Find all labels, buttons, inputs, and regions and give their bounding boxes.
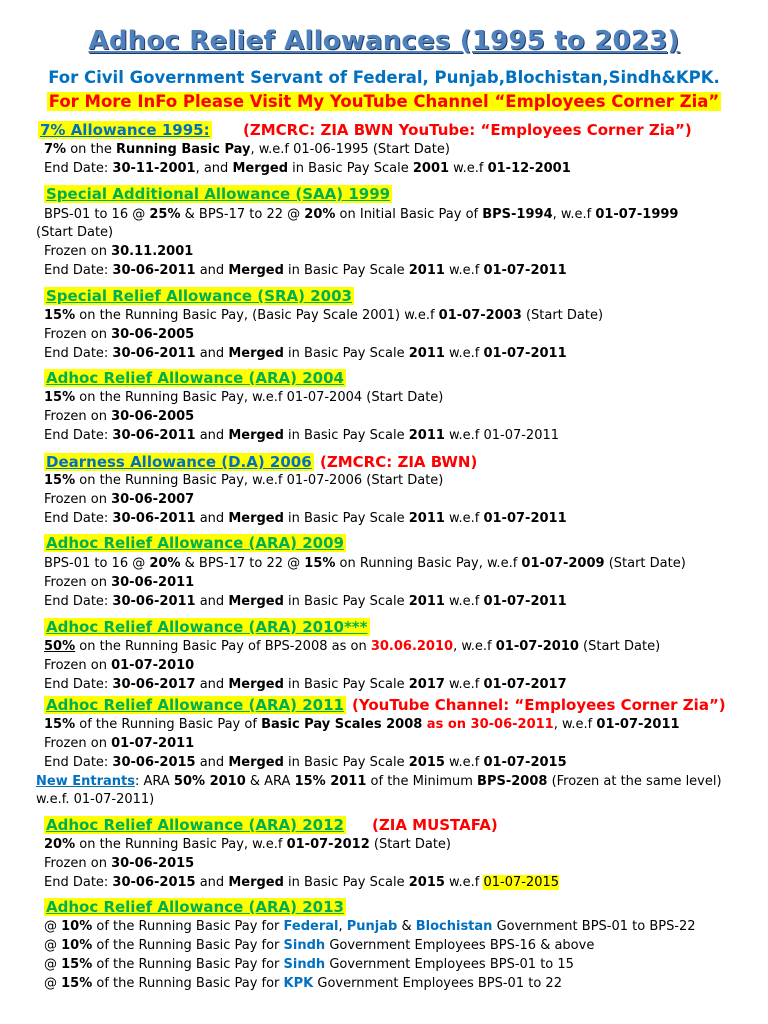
line-2012-end: End Date: 30-06-2015 and Merged in Basic Pay Scale 2015 w.e.f 01-07-2015 (44, 875, 560, 890)
line-2003-frozen: Frozen on 30-06-2005 (44, 327, 195, 342)
section-heading-ara-2010: Adhoc Relief Allowance (ARA) 2010*** (46, 618, 368, 636)
line-2012-frozen: Frozen on 30-06-2015 (44, 856, 195, 871)
line-2013-federal: @ 10% of the Running Basic Pay for Federal, Punjab & Blochistan Government BPS-01 to BPS-22 (44, 919, 696, 934)
line-2013-sindh-16: @ 10% of the Running Basic Pay for Sindh Government Employees BPS-16 & above (44, 938, 595, 953)
line-1995-start: 7% on the Running Basic Pay, w.e.f 01-06-1995 (Start Date) (44, 142, 450, 157)
line-1999-frozen: Frozen on 30.11.2001 (44, 244, 194, 259)
line-new-entrants: New Entrants: ARA 50% 2010 & ARA 15% 2011 of the Minimum BPS-2008 (Frozen at the same level) (36, 774, 722, 789)
new-entrants-link[interactable]: New Entrants (36, 774, 135, 789)
line-2013-sindh-01: @ 15% of the Running Basic Pay for Sindh Government Employees BPS-01 to 15 (44, 957, 574, 972)
section-heading-ara-2013: Adhoc Relief Allowance (ARA) 2013 (46, 898, 344, 916)
line-2009-rates: BPS-01 to 16 @ 20% & BPS-17 to 22 @ 15% on Running Basic Pay, w.e.f 01-07-2009 (Start Date) (44, 556, 686, 571)
section-note-2012: (ZIA MUSTAFA) (372, 816, 498, 834)
section-heading-ara-2004: Adhoc Relief Allowance (ARA) 2004 (46, 369, 344, 387)
line-2011-frozen: Frozen on 01-07-2011 (44, 736, 195, 751)
line-2011-end: End Date: 30-06-2015 and Merged in Basic Pay Scale 2015 w.e.f 01-07-2015 (44, 755, 567, 770)
line-2010-end: End Date: 30-06-2017 and Merged in Basic Pay Scale 2017 w.e.f 01-07-2017 (44, 677, 567, 692)
line-2012-start: 20% on the Running Basic Pay, w.e.f 01-07-2012 (Start Date) (44, 837, 451, 852)
line-2006-start: 15% on the Running Basic Pay, w.e.f 01-07-2006 (Start Date) (44, 473, 444, 488)
section-note-1995: (ZMCRC: ZIA BWN YouTube: “Employees Corner Zia”) (243, 121, 692, 139)
youtube-note-banner (0, 92, 768, 111)
line-2004-end: End Date: 30-06-2011 and Merged in Basic Pay Scale 2011 w.e.f 01-07-2011 (44, 428, 560, 443)
line-2010-frozen: Frozen on 01-07-2010 (44, 658, 195, 673)
line-1999-end: End Date: 30-06-2011 and Merged in Basic Pay Scale 2011 w.e.f 01-07-2011 (44, 263, 567, 278)
youtube-note-text: For More InFo Please Visit My YouTube Channel “Employees Corner Zia” (48, 92, 720, 111)
section-heading-da-2006: Dearness Allowance (D.A) 2006 (46, 453, 312, 471)
line-2003-end: End Date: 30-06-2011 and Merged in Basic Pay Scale 2011 w.e.f 01-07-2011 (44, 346, 567, 361)
line-1999-start-label: (Start Date) (36, 225, 114, 240)
line-2009-frozen: Frozen on 30-06-2011 (44, 575, 195, 590)
section-heading-1995: 7% Allowance 1995: (40, 121, 210, 139)
section-note-2006: (ZMCRC: ZIA BWN) (320, 453, 478, 471)
line-2003-start: 15% on the Running Basic Pay, (Basic Pay Scale 2001) w.e.f 01-07-2003 (Start Date) (44, 308, 604, 323)
line-new-entrants-wef: w.e.f. 01-07-2011) (36, 792, 155, 807)
line-2004-start: 15% on the Running Basic Pay, w.e.f 01-07-2004 (Start Date) (44, 390, 444, 405)
section-note-2011: (YouTube Channel: “Employees Corner Zia”) (352, 696, 726, 714)
line-2004-frozen: Frozen on 30-06-2005 (44, 409, 195, 424)
line-1999-rates: BPS-01 to 16 @ 25% & BPS-17 to 22 @ 20% on Initial Basic Pay of BPS-1994, w.e.f 01-07-1999 (44, 207, 679, 222)
line-2010-start: 50% on the Running Basic Pay of BPS-2008 as on 30.06.2010, w.e.f 01-07-2010 (Start Date) (44, 639, 661, 654)
line-1995-end: End Date: 30-11-2001, and Merged in Basic Pay Scale 2001 w.e.f 01-12-2001 (44, 161, 571, 176)
section-heading-sra-2003: Special Relief Allowance (SRA) 2003 (46, 287, 352, 305)
line-2011-start: 15% of the Running Basic Pay of Basic Pay Scales 2008 as on 30-06-2011, w.e.f 01-07-2011 (44, 717, 680, 732)
section-heading-ara-2011: Adhoc Relief Allowance (ARA) 2011 (46, 696, 344, 714)
section-heading-ara-2012: Adhoc Relief Allowance (ARA) 2012 (46, 816, 344, 834)
line-2006-end: End Date: 30-06-2011 and Merged in Basic Pay Scale 2011 w.e.f 01-07-2011 (44, 511, 567, 526)
line-2009-end: End Date: 30-06-2011 and Merged in Basic Pay Scale 2011 w.e.f 01-07-2011 (44, 594, 567, 609)
document-title: Adhoc Relief Allowances (1995 to 2023) (88, 26, 680, 56)
section-heading-saa-1999: Special Additional Allowance (SAA) 1999 (46, 185, 391, 203)
line-2006-frozen: Frozen on 30-06-2007 (44, 492, 195, 507)
line-2013-kpk: @ 15% of the Running Basic Pay for KPK Government Employees BPS-01 to 22 (44, 976, 562, 991)
section-heading-ara-2009: Adhoc Relief Allowance (ARA) 2009 (46, 534, 344, 552)
document-subtitle: For Civil Government Servant of Federal, Punjab,Blochistan,Sindh&KPK. (48, 68, 720, 87)
